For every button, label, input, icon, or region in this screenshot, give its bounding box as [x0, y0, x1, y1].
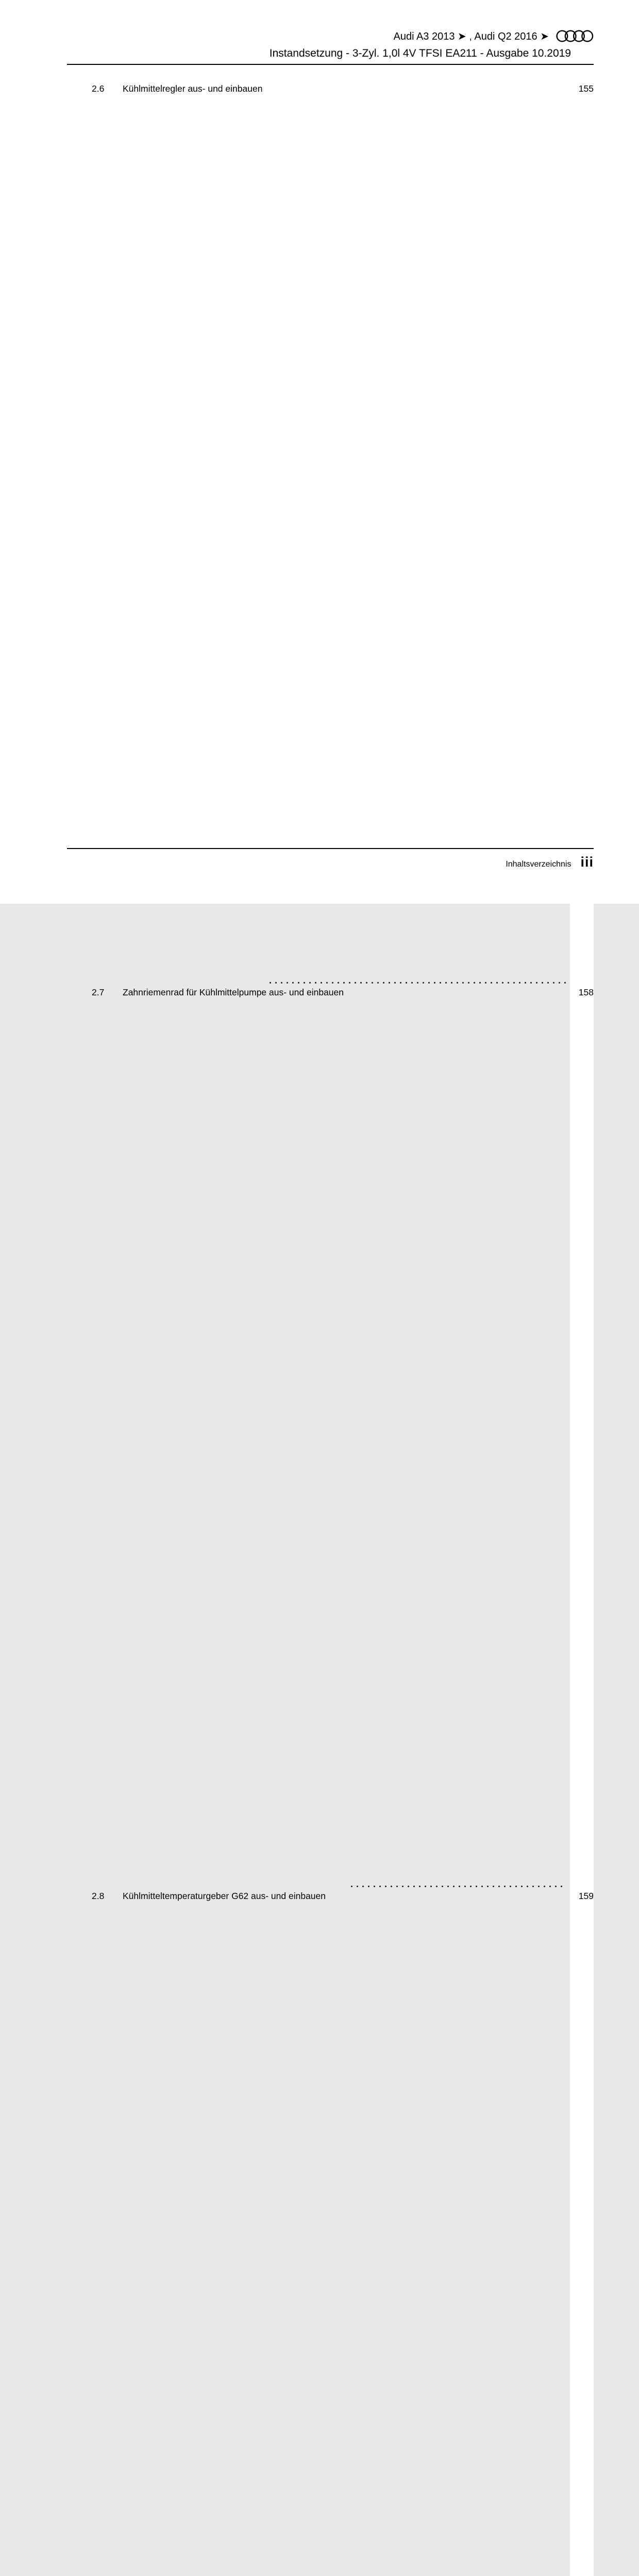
header-document-title: Instandsetzung - 3-Zyl. 1,0l 4V TFSI EA211 - Ausgabe 10.2019 — [269, 47, 571, 59]
page-footer — [67, 848, 594, 870]
toc-entry-page: 159 — [570, 1890, 594, 2576]
dot-leader — [349, 1885, 566, 1888]
toc-entry-title: Kühlmittelregler aus- und einbauen — [123, 83, 263, 94]
page-header — [67, 29, 594, 65]
toc-entry-title: Zahnriemenrad für Kühlmittelpumpe aus- und einbauen — [123, 987, 344, 997]
dot-leader — [267, 981, 566, 984]
header-rule — [67, 64, 594, 65]
footer-page-number: iii — [580, 854, 594, 870]
toc-entry-page: 158 — [570, 986, 594, 1890]
toc-list — [67, 82, 594, 2576]
toc-entry[interactable] — [67, 986, 594, 1890]
toc-entry-number: 2.6 — [92, 83, 105, 94]
audi-rings-logo — [556, 29, 594, 43]
footer-section-label: Inhaltsverzeichnis — [506, 860, 571, 869]
toc-entry-title: Kühlmitteltemperaturgeber G62 aus- und einbauen — [123, 1891, 326, 1901]
toc-entry-number: 2.7 — [92, 987, 105, 997]
toc-entry-number: 2.8 — [92, 1891, 105, 1901]
header-model-line: Audi A3 2013 ➤ , Audi Q2 2016 ➤ — [393, 30, 549, 42]
toc-entry[interactable] — [67, 1890, 594, 2576]
toc-entry-page: 155 — [570, 82, 594, 986]
